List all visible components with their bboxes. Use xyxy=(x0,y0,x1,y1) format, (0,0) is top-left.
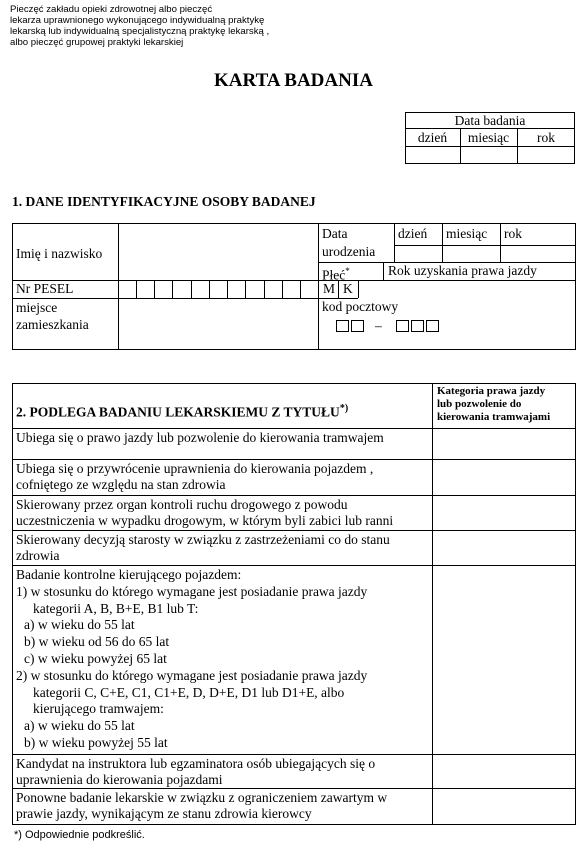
exam-year-field[interactable] xyxy=(518,147,574,163)
postal-digit-box[interactable] xyxy=(396,320,409,332)
footnote: *) Odpowiednie podkreślić. xyxy=(14,829,145,841)
category-field[interactable] xyxy=(433,429,575,458)
category-field[interactable] xyxy=(433,496,575,529)
license-year-field[interactable] xyxy=(384,263,575,298)
birth-date-label-2: urodzenia xyxy=(322,244,376,259)
sex-label: Płeć* xyxy=(322,266,350,283)
license-year-label: Rok uzyskania prawa jazdy xyxy=(388,263,537,278)
stamp-line: lekarską lub indywidualną specjalistyczną praktykę lekarską , xyxy=(10,26,270,37)
stamp-note xyxy=(10,4,269,48)
name-field[interactable] xyxy=(120,225,316,279)
reason-row: Badanie kontrolne kierującego pojazdem: 1) w stosunku do którego wymagane jest posiadanie prawa jazdy kategorii A, B, B+E, B1 lub T: a) w wieku do 55 lat b) w wieku od 56 do 65 lat c) w wieku powyżej 65 lat 2) w stosunku do którego wymagane jest posiadanie prawa jazdy kategorii C, C+E, C1, C1+E, D, D+E, D1 lub D1+E, albo kierującego tramwajem: a) w wieku do 55 lat b) w wieku powyżej 55 lat xyxy=(16,567,368,750)
birth-day-label: dzień xyxy=(398,226,428,241)
stamp-line: lekarza uprawnionego wykonującego indywidualną praktykę xyxy=(10,15,265,26)
birth-date-label: Data xyxy=(322,226,348,241)
name-label: Imię i nazwisko xyxy=(16,246,103,261)
postal-code-label: kod pocztowy xyxy=(322,299,399,314)
postal-digit-box[interactable] xyxy=(426,320,439,332)
exam-day-label: dzień xyxy=(417,130,448,145)
exam-date-label: Data badania xyxy=(454,113,526,128)
birth-day-field[interactable] xyxy=(395,246,441,261)
reason-row: Ubiega się o prawo jazdy lub pozwolenie do kierowania tramwajem xyxy=(16,430,384,445)
sex-k-option[interactable]: K xyxy=(343,281,353,296)
category-field[interactable] xyxy=(433,566,575,753)
postal-digit-box[interactable] xyxy=(411,320,424,332)
residence-field[interactable] xyxy=(120,300,316,348)
reason-row: Kandydat na instruktora lub egzaminatora osób ubiegających się o uprawnienia do kierowania pojazdami xyxy=(16,756,376,787)
postal-dash: – xyxy=(375,318,382,333)
birth-year-field[interactable] xyxy=(501,246,575,261)
exam-month-field[interactable] xyxy=(461,147,516,163)
stamp-line: albo pieczęć grupowej praktyki lekarskiej xyxy=(10,37,184,48)
page-title: KARTA BADANIA xyxy=(214,70,373,91)
category-field[interactable] xyxy=(433,755,575,787)
sex-m-option[interactable]: M xyxy=(323,281,336,296)
residence-label: miejsce xyxy=(16,300,58,315)
exam-year-label: rok xyxy=(537,130,555,145)
category-field[interactable] xyxy=(433,460,575,494)
reason-row: Skierowany decyzją starosty w związku z zastrzeżeniami co do stanu zdrowia xyxy=(16,532,390,563)
category-field[interactable] xyxy=(433,531,575,564)
postal-digit-box[interactable] xyxy=(351,320,364,332)
birth-month-label: miesiąc xyxy=(446,226,488,241)
exam-month-label: miesiąc xyxy=(467,130,510,145)
reason-row: Ponowne badanie lekarskie w związku z ograniczeniem zawartym w prawie jazdy, wynikającym ze stanu zdrowia kierowcy xyxy=(16,790,388,821)
postal-digit-box[interactable] xyxy=(336,320,349,332)
category-header: Kategoria prawa jazdy lub pozwolenie do kierowania tramwajami xyxy=(437,385,551,423)
birth-month-field[interactable] xyxy=(443,246,499,261)
section2-heading: 2. PODLEGA BADANIU LEKARSKIEMU Z TYTUŁU*) xyxy=(16,403,349,420)
category-field[interactable] xyxy=(433,789,575,824)
stamp-line: Pieczęć zakładu opieki zdrowotnej albo pieczęć xyxy=(10,4,213,15)
birth-year-label: rok xyxy=(504,226,522,241)
section1-heading: 1. DANE IDENTYFIKACYJNE OSOBY BADANEJ xyxy=(12,194,316,209)
exam-day-field[interactable] xyxy=(406,147,459,163)
residence-label-2: zamieszkania xyxy=(16,317,89,332)
reason-row: Ubiega się o przywrócenie uprawnienia do kierowania pojazdem , cofniętego ze względu na stan zdrowia xyxy=(16,461,374,492)
pesel-label: Nr PESEL xyxy=(16,281,74,296)
reason-row: Skierowany przez organ kontroli ruchu drogowego z powodu uczestniczenia w wypadku drogowym, w którym byli zabici lub ranni xyxy=(16,497,394,528)
pesel-field[interactable] xyxy=(119,281,317,297)
